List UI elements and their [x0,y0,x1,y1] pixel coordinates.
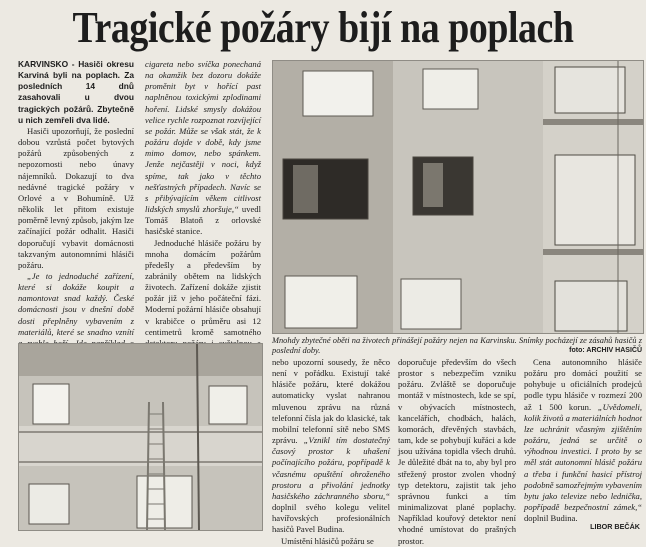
text: nebo upozorní sousedy, že něco není v pořádku. Existují také hlásiče požáru, které dokážou automaticky vyslat nahranou mluvenou zprávu na různá telefonní čísla jak do klasické, tak mobilní telefonní sítě nebo SMS zprávu. [272,357,390,446]
lead-text: - Hasiči okresu Karviná byli na poplach. Za posledních 14 dnů zasahovali u dvou tragických požárů. Zbytečně u nich zemřeli dva lidé. [18,59,134,125]
quote: „Uvědomeli, kolik životů a materiálních hodnot lze uchránit včasným zjištěním požáru, jedná se určitě o výhodnou investici. I proto by se měl stát autonomní hlásič požáru a třeba i funkční hasicí přístroj podobně samozřejmým vybavením bytu jako televize nebo lednička, popřípadě bezpečnostní zámek,“ [524,401,642,513]
building-fire-photo [272,60,644,334]
quote-attribution: uvedl Tomáš Blatoň z orlovské hasičské stanice. [145,204,261,237]
photo-caption [272,336,642,356]
paragraph [272,357,390,536]
column-2 [145,59,261,339]
paragraph: doporučuje především do všech prostor s nebezpečím vzniku požáru. Zvláště se doporučuje montáž v místnostech, kde se spí, v obývacích místnostech, kancelářích, chodbách, halách, komorách, dřevěných stavbách, tam, kde se pohybují kuřáci a kde jsou užívána topidla všech druhů. Je důležité dbát na to, aby byl pro střežený prostor zvolen vhodný typ detektoru, zajistit tak jeho správnou funkci a tím minimalizovat plané poplachy. Například kouřový detektor není vhodné umístovat do prašných prostor. [398,357,516,546]
column-5 [524,357,642,524]
quote-continuation: cigareta nebo svíčka ponechaná na okamžik bez dozoru dokáže proměnit byt v hořící past naplněnou toxickými zplodinami hoření. Lidské smysly dokážou velice rychle rozpoznat rozvíjející se požár. Může se však stát, že k požáru dojde v době, kdy jsme mimo domov, nebo spánkem. Jenže nejčastěji v noci, když spíme, tak jako v těchto nešťastných případech. Navíc se s přibývajícím věkem citlivost lidských smyslů zhoršuje,“ [145,59,261,215]
column-3 [272,357,390,546]
paragraph: Umístění hlásičů požáru se [281,535,374,546]
paragraph [145,59,261,238]
photo-credit: foto: ARCHIV HASIČŮ [569,347,642,354]
paragraph: Jednoduché hlásiče požáru by mnoha domácím požárům předešly a především by zabránily obětem na lidských životech. Zařízení dokáže zjistit požár již v jeho počáteční fázi. Moderní požární hlásiče obsahují v krabičce o průměru asi 12 centimetrů kromě samotného [145,237,261,337]
lead-paragraph [18,59,134,126]
ladder-facade-illustration [19,344,262,530]
lead-place: KARVINSKO [18,59,69,69]
quote-paragraph: „Je to jednoduché zařízení, které si dokáže koupit a namontovat snad každý. České domácnosti jsou v dnešní době dosti přeplněny vybavením z materiálů, které se snadno vznítí [18,270,134,337]
author-signature: LIBOR BEČÁK [590,522,640,531]
quote: „Vznikl tím dostatečný časový prostor k uhašení počínajícího požáru, popřípadě k včasnému opuštění ohroženého prostoru a přivolání jednotky hasičského záchranného sboru,“ [272,435,390,501]
column-1 [18,59,134,339]
paragraph: Hasiči upozorňují, že poslední dobou vzrůstá počet bytových požárů způsobených z nepozornosti nebo únavy nájemníků. Dokazují to dva nedávné tragické požáry v Orlové a v Bohumíně. Už několik let přitom existuje poměrně levný způsob, jakým lze začínající požár odhalit. Hasiči doporučují vybavit domácnosti takzvaným autonomními hlásiči požáru. [18,125,134,270]
quote-attribution: doplnil svého kolegu velitel havířovských profesionálních hasičů Pavel Budina. [272,502,390,535]
building-facade-illustration [273,61,643,333]
paragraph [524,357,642,524]
ladder-photo [18,343,263,531]
column-4 [398,357,516,546]
text: Cena autonomního hlásiče požáru pro domácí použití se pohybuje u oficiálních prodejců podle typu hlásiče v rozmezí 200 až 1 500 korun. [524,357,642,412]
caption-text: Mnohdy zbytečné oběti na životech přinášejí požáry nejen na Karvinsku. Snímky pocházejí ze zásahů hasičů z poslední doby. [272,336,642,355]
quote-attribution: doplnil Budina. [524,513,578,524]
headline: Tragické požáry bijí na poplach [72,3,574,52]
